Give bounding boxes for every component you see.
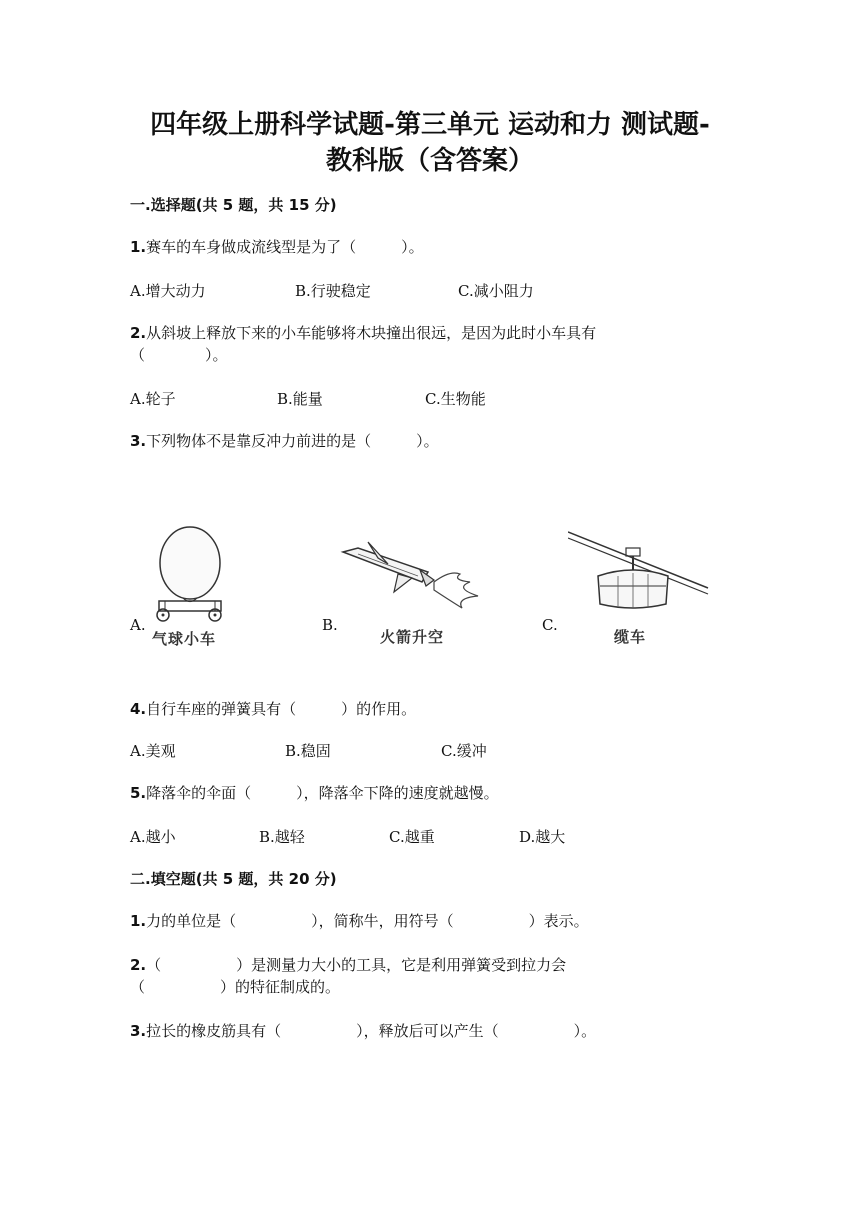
question-number: 4. (130, 700, 147, 718)
question-number: 3. (130, 1022, 147, 1040)
caption-cable-car: 缆车 (614, 628, 647, 646)
page-title-line2: 教科版（含答案） (325, 146, 534, 176)
question-2-cont: （ ）。 (130, 346, 228, 364)
question-1 (130, 236, 424, 257)
caption-rocket: 火箭升空 (380, 628, 445, 646)
question-text: 自行车座的弹簧具有（ ）的作用。 (146, 700, 417, 718)
option-c: C. (542, 616, 558, 634)
balloon-car-image (145, 525, 235, 625)
cable-car-image (568, 528, 713, 623)
option-a: A.轮子 (130, 390, 176, 408)
fill-question-2-cont: （ ）的特征制成的。 (130, 978, 341, 996)
option-c: C.缓冲 (441, 742, 487, 760)
option-b: B.行驶稳定 (295, 282, 371, 300)
option-b: B.能量 (277, 390, 323, 408)
question-number: 2. (130, 324, 147, 342)
fill-question-2 (130, 954, 566, 975)
question-3 (130, 430, 439, 451)
question-text: 赛车的车身做成流线型是为了（ ）。 (146, 238, 424, 256)
question-number: 3. (130, 432, 147, 450)
rocket-image (338, 540, 488, 615)
question-text: 下列物体不是靠反冲力前进的是（ ）。 (146, 432, 439, 450)
question-text: 拉长的橡皮筋具有（ ），释放后可以产生（ ）。 (146, 1022, 597, 1040)
option-c: C.越重 (389, 828, 435, 846)
option-a: A.越小 (130, 828, 176, 846)
question-number: 1. (130, 912, 147, 930)
question-number: 2. (130, 956, 147, 974)
fill-question-1 (130, 910, 589, 931)
question-text: 从斜坡上释放下来的小车能够将木块撞出很远，是因为此时小车具有 (146, 324, 597, 342)
option-b: B.越轻 (259, 828, 305, 846)
fill-question-3 (130, 1020, 596, 1041)
option-a: A. (130, 616, 146, 634)
caption-balloon-car: 气球小车 (152, 630, 217, 648)
question-number: 1. (130, 238, 147, 256)
option-a: A.增大动力 (130, 282, 206, 300)
option-a: A.美观 (130, 742, 176, 760)
option-c: C.生物能 (425, 390, 486, 408)
option-c: C.减小阻力 (458, 282, 534, 300)
option-d: D.越大 (519, 828, 566, 846)
question-2 (130, 322, 596, 343)
page-title: 四年级上册科学试题-第三单元 运动和力 测试题- (150, 110, 710, 140)
question-text: （ ）是测量力大小的工具，它是利用弹簧受到拉力会 (146, 956, 567, 974)
option-b: B. (322, 616, 338, 634)
question-text: 力的单位是（ ），简称牛，用符号（ ）表示。 (146, 912, 589, 930)
option-b: B.稳固 (285, 742, 331, 760)
question-4 (130, 698, 416, 719)
question-5 (130, 782, 499, 803)
section-fill-heading: 二.填空题(共 5 题，共 20 分) (130, 870, 337, 888)
section-choice-heading: 一.选择题(共 5 题，共 15 分) (130, 196, 337, 214)
question-text: 降落伞的伞面（ ），降落伞下降的速度就越慢。 (146, 784, 499, 802)
question-number: 5. (130, 784, 147, 802)
